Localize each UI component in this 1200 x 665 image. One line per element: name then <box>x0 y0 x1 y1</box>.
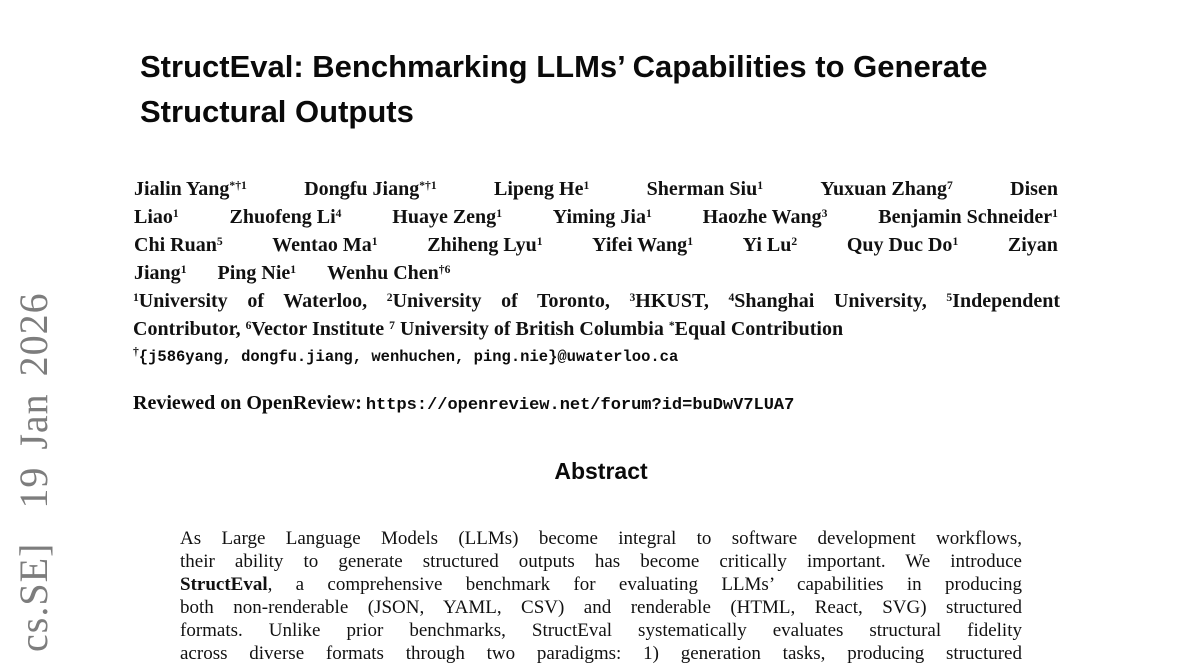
author-superscript: *†1 <box>229 179 247 193</box>
text-segment: their ability to generate structured outputs has become critically important. We introduce <box>180 551 1022 572</box>
author-name: Sherman Siu$^1$ <box>646 178 764 200</box>
abstract-line <box>180 573 1022 596</box>
author-name: Yi Lu$^2$ <box>742 234 798 256</box>
paper-title-line1: StructEval: Benchmarking LLMs’ Capabilities to Generate <box>140 49 988 84</box>
author-line <box>134 203 1058 231</box>
author-superscript: 1 <box>371 235 378 249</box>
abstract-line <box>180 527 1022 550</box>
affiliation-superscript: 3 <box>629 291 636 305</box>
author-name: Haozhe Wang$^3$ <box>702 206 828 228</box>
author-name: Wenhu Chen$^{\dagger 6}$ <box>327 262 451 284</box>
abstract-line <box>180 619 1022 642</box>
text-segment: University of Toronto, <box>392 290 630 312</box>
author-line <box>134 175 1058 203</box>
text-segment: across diverse formats through two paradigms: 1) generation tasks, producing structured <box>180 643 1022 664</box>
author-superscript: 1 <box>583 179 590 193</box>
affiliation-superscript: 2 <box>386 291 393 305</box>
dagger-mark: † <box>133 345 139 359</box>
openreview-label: Reviewed on OpenReview: <box>133 392 362 414</box>
openreview-line <box>133 392 794 415</box>
abstract-body <box>180 527 1022 665</box>
text-segment: HKUST, <box>635 290 729 312</box>
author-name: Zhiheng Lyu$^1$ <box>427 234 543 256</box>
contact-email: {j586yang, dongfu.jiang, wenhuchen, ping.nie}@uwaterloo.ca <box>138 348 679 366</box>
abstract-line <box>180 550 1022 573</box>
author-superscript: 1 <box>757 179 764 193</box>
author-superscript: 1 <box>687 235 693 249</box>
affiliation-superscript: * <box>668 319 675 333</box>
affiliation-superscript: 7 <box>389 319 395 333</box>
text-segment: Independent <box>952 290 1061 312</box>
paper-title-line2: Structural Outputs <box>140 94 414 129</box>
author-name: Jiang$^1$ <box>134 262 187 284</box>
text-segment: As Large Language Models (LLMs) become integral to software development workflows, <box>180 528 1022 549</box>
author-superscript: †6 <box>438 263 451 277</box>
author-line <box>134 259 1058 287</box>
author-name: Yuxuan Zhang$^7$ <box>820 178 953 200</box>
affiliations <box>133 287 1060 343</box>
text-segment: Shanghai University, <box>734 290 947 312</box>
author-superscript: 1 <box>536 235 543 249</box>
author-name: Liao$^1$ <box>134 206 179 228</box>
author-list <box>134 175 1058 287</box>
affiliation-line <box>133 287 1060 315</box>
author-name: Dongfu Jiang$^{*\dagger 1}$ <box>304 178 437 200</box>
author-superscript: 1 <box>952 235 959 249</box>
author-superscript: 7 <box>946 179 953 193</box>
text-segment: both non-renderable (JSON, YAML, CSV) and renderable (HTML, React, SVG) structured <box>180 597 1022 618</box>
text-segment: University of British Columbia <box>394 318 669 340</box>
author-superscript: 1 <box>180 263 187 277</box>
author-name: Lipeng He$^1$ <box>494 178 590 200</box>
author-superscript: 3 <box>821 207 828 221</box>
author-superscript: 1 <box>645 207 652 221</box>
abstract-line <box>180 642 1022 665</box>
author-name: Ziyan <box>1007 234 1058 256</box>
affiliation-line <box>133 315 1060 343</box>
author-superscript: 1 <box>172 207 179 221</box>
author-line <box>134 231 1058 259</box>
abstract-line <box>180 596 1022 619</box>
author-name: Jialin Yang$^{*\dagger 1}$ <box>134 178 247 200</box>
text-segment: Equal Contribution <box>674 318 844 340</box>
author-superscript: *†1 <box>419 179 437 193</box>
arxiv-stamp: cs.SE] 19 Jan 2026 <box>11 292 56 652</box>
author-name: Wentao Ma$^1$ <box>272 234 378 256</box>
author-name: Quy Duc Do$^1$ <box>846 234 959 256</box>
author-superscript: 1 <box>1052 207 1058 221</box>
text-segment: formats. Unlike prior benchmarks, StructEval systematically evaluates structural fidelity <box>180 620 1022 641</box>
author-superscript: 4 <box>335 207 342 221</box>
author-name: Disen <box>1010 178 1058 200</box>
abstract-heading: Abstract <box>554 458 648 484</box>
paper-title <box>140 44 1080 134</box>
affiliation-superscript: 6 <box>245 319 252 333</box>
author-superscript: 1 <box>496 207 502 221</box>
author-name: Ping Nie$^1$ <box>217 262 297 284</box>
author-name: Yifei Wang$^1$ <box>592 234 693 256</box>
author-superscript: 5 <box>216 235 223 249</box>
bold-text: StructEval <box>180 574 268 595</box>
author-name: Zhuofeng Li$^4$ <box>229 206 342 228</box>
affiliation-superscript: 5 <box>946 291 953 305</box>
text-segment: , a comprehensive benchmark for evaluating LLMs’ capabilities in producing <box>267 574 1022 595</box>
author-name: Yiming Jia$^1$ <box>552 206 652 228</box>
author-name: Benjamin Schneider$^1$ <box>878 206 1058 228</box>
text-segment: Vector Institute <box>251 318 390 340</box>
text-segment: Contributor, <box>133 318 246 340</box>
affiliation-superscript: 1 <box>133 291 139 305</box>
author-superscript: 2 <box>791 235 798 249</box>
author-superscript: 1 <box>290 263 297 277</box>
text-segment: University of Waterloo, <box>138 290 387 312</box>
openreview-url[interactable]: https://openreview.net/forum?id=buDwV7LUA7 <box>365 396 795 415</box>
affiliation-superscript: 4 <box>728 291 735 305</box>
contact-email-line <box>133 344 678 367</box>
author-name: Huaye Zeng$^1$ <box>392 206 502 228</box>
author-name: Chi Ruan$^5$ <box>134 234 223 256</box>
